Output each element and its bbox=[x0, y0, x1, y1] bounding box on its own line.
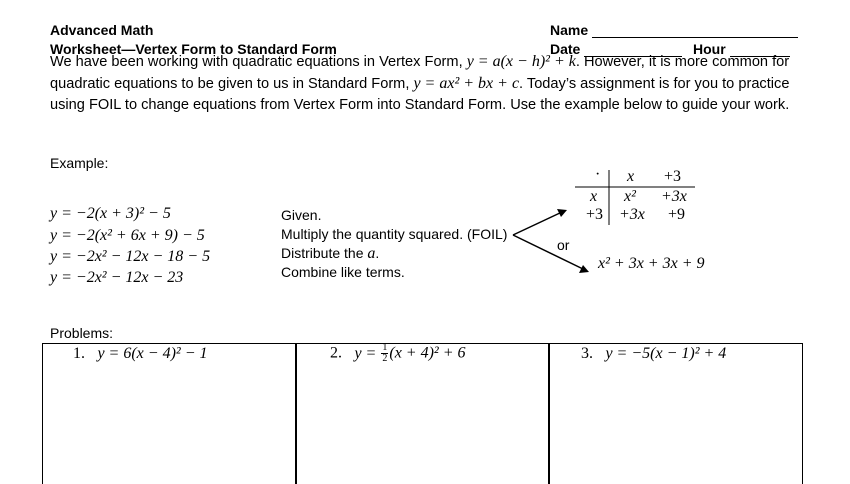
name-line[interactable] bbox=[592, 37, 798, 38]
box-corner: · bbox=[595, 166, 601, 183]
foil-result: x² + 3x + 3x + 9 bbox=[598, 255, 705, 272]
problem-2 bbox=[330, 343, 466, 364]
problems-label: Problems: bbox=[50, 325, 114, 341]
example-explanation: Multiply the quantity squared. (FOIL) bbox=[281, 226, 508, 242]
example-step: y = −2x² − 12x − 18 − 5 bbox=[50, 248, 211, 265]
example-explanation: Combine like terms. bbox=[281, 264, 405, 280]
arrow-down-head bbox=[579, 265, 589, 273]
box-cell: +3x bbox=[661, 188, 687, 205]
date-label: Date bbox=[550, 41, 581, 57]
example-explanation: Distribute the a. bbox=[281, 245, 380, 262]
box-col-header: x bbox=[627, 168, 635, 185]
box-cell: +9 bbox=[668, 206, 686, 223]
arrow-down bbox=[513, 235, 583, 269]
example-step: y = −2(x² + 6x + 9) − 5 bbox=[50, 227, 205, 244]
box-row-header: +3 bbox=[586, 206, 604, 223]
problem-box-2[interactable] bbox=[295, 343, 550, 484]
worksheet-title: Worksheet—Vertex Form to Standard Form bbox=[50, 41, 337, 57]
fraction: $\frac{1}{2}$ bbox=[382, 342, 388, 364]
or-label: or bbox=[557, 237, 570, 253]
intro-part3: . Today’s assignment is for you to practice using FOIL to change equations from Vertex Form into Standard Form. Use the example below to guide your work. bbox=[50, 76, 790, 113]
box-cell: +3x bbox=[619, 206, 645, 223]
example-label: Example: bbox=[50, 155, 109, 171]
problem-equation: y = −5(x − 1)² + 4 bbox=[605, 345, 727, 362]
intro-part1: We have been working with quadratic equations in Vertex Form, bbox=[50, 54, 467, 70]
problem-box-3[interactable] bbox=[548, 343, 803, 484]
box-row-header: x bbox=[590, 188, 598, 205]
example-step: y = −2(x + 3)² − 5 bbox=[50, 205, 171, 222]
standard-form-equation: y = ax² + bx + c bbox=[413, 75, 520, 92]
problem-equation: y = 6(x − 4)² − 1 bbox=[97, 345, 208, 362]
problem-3 bbox=[581, 345, 726, 363]
problem-number: 3. bbox=[581, 345, 593, 362]
vertex-form-equation: y = a(x − h)² + k bbox=[466, 53, 576, 70]
problem-number: 2. bbox=[330, 344, 342, 362]
problem-equation-pre: y = bbox=[354, 344, 381, 362]
name-label: Name bbox=[550, 22, 589, 38]
intro-paragraph bbox=[50, 51, 810, 116]
example-explanation: Given. bbox=[281, 207, 322, 223]
example-step: y = −2x² − 12x − 23 bbox=[50, 269, 184, 286]
name-field[interactable] bbox=[550, 22, 798, 38]
problem-1 bbox=[73, 345, 208, 363]
intro-part2: . However, it is more common for quadratic equations to be given to us in Standard Form, bbox=[50, 54, 790, 92]
box-cell: x² bbox=[624, 188, 636, 205]
arrow-up bbox=[513, 212, 562, 235]
hour-label: Hour bbox=[693, 41, 726, 57]
problem-equation-post: (x + 4)² + 6 bbox=[389, 344, 466, 362]
problem-box-1[interactable] bbox=[42, 343, 297, 484]
problem-number: 1. bbox=[73, 345, 85, 362]
course-title: Advanced Math bbox=[50, 22, 154, 38]
box-col-header: +3 bbox=[664, 168, 682, 185]
